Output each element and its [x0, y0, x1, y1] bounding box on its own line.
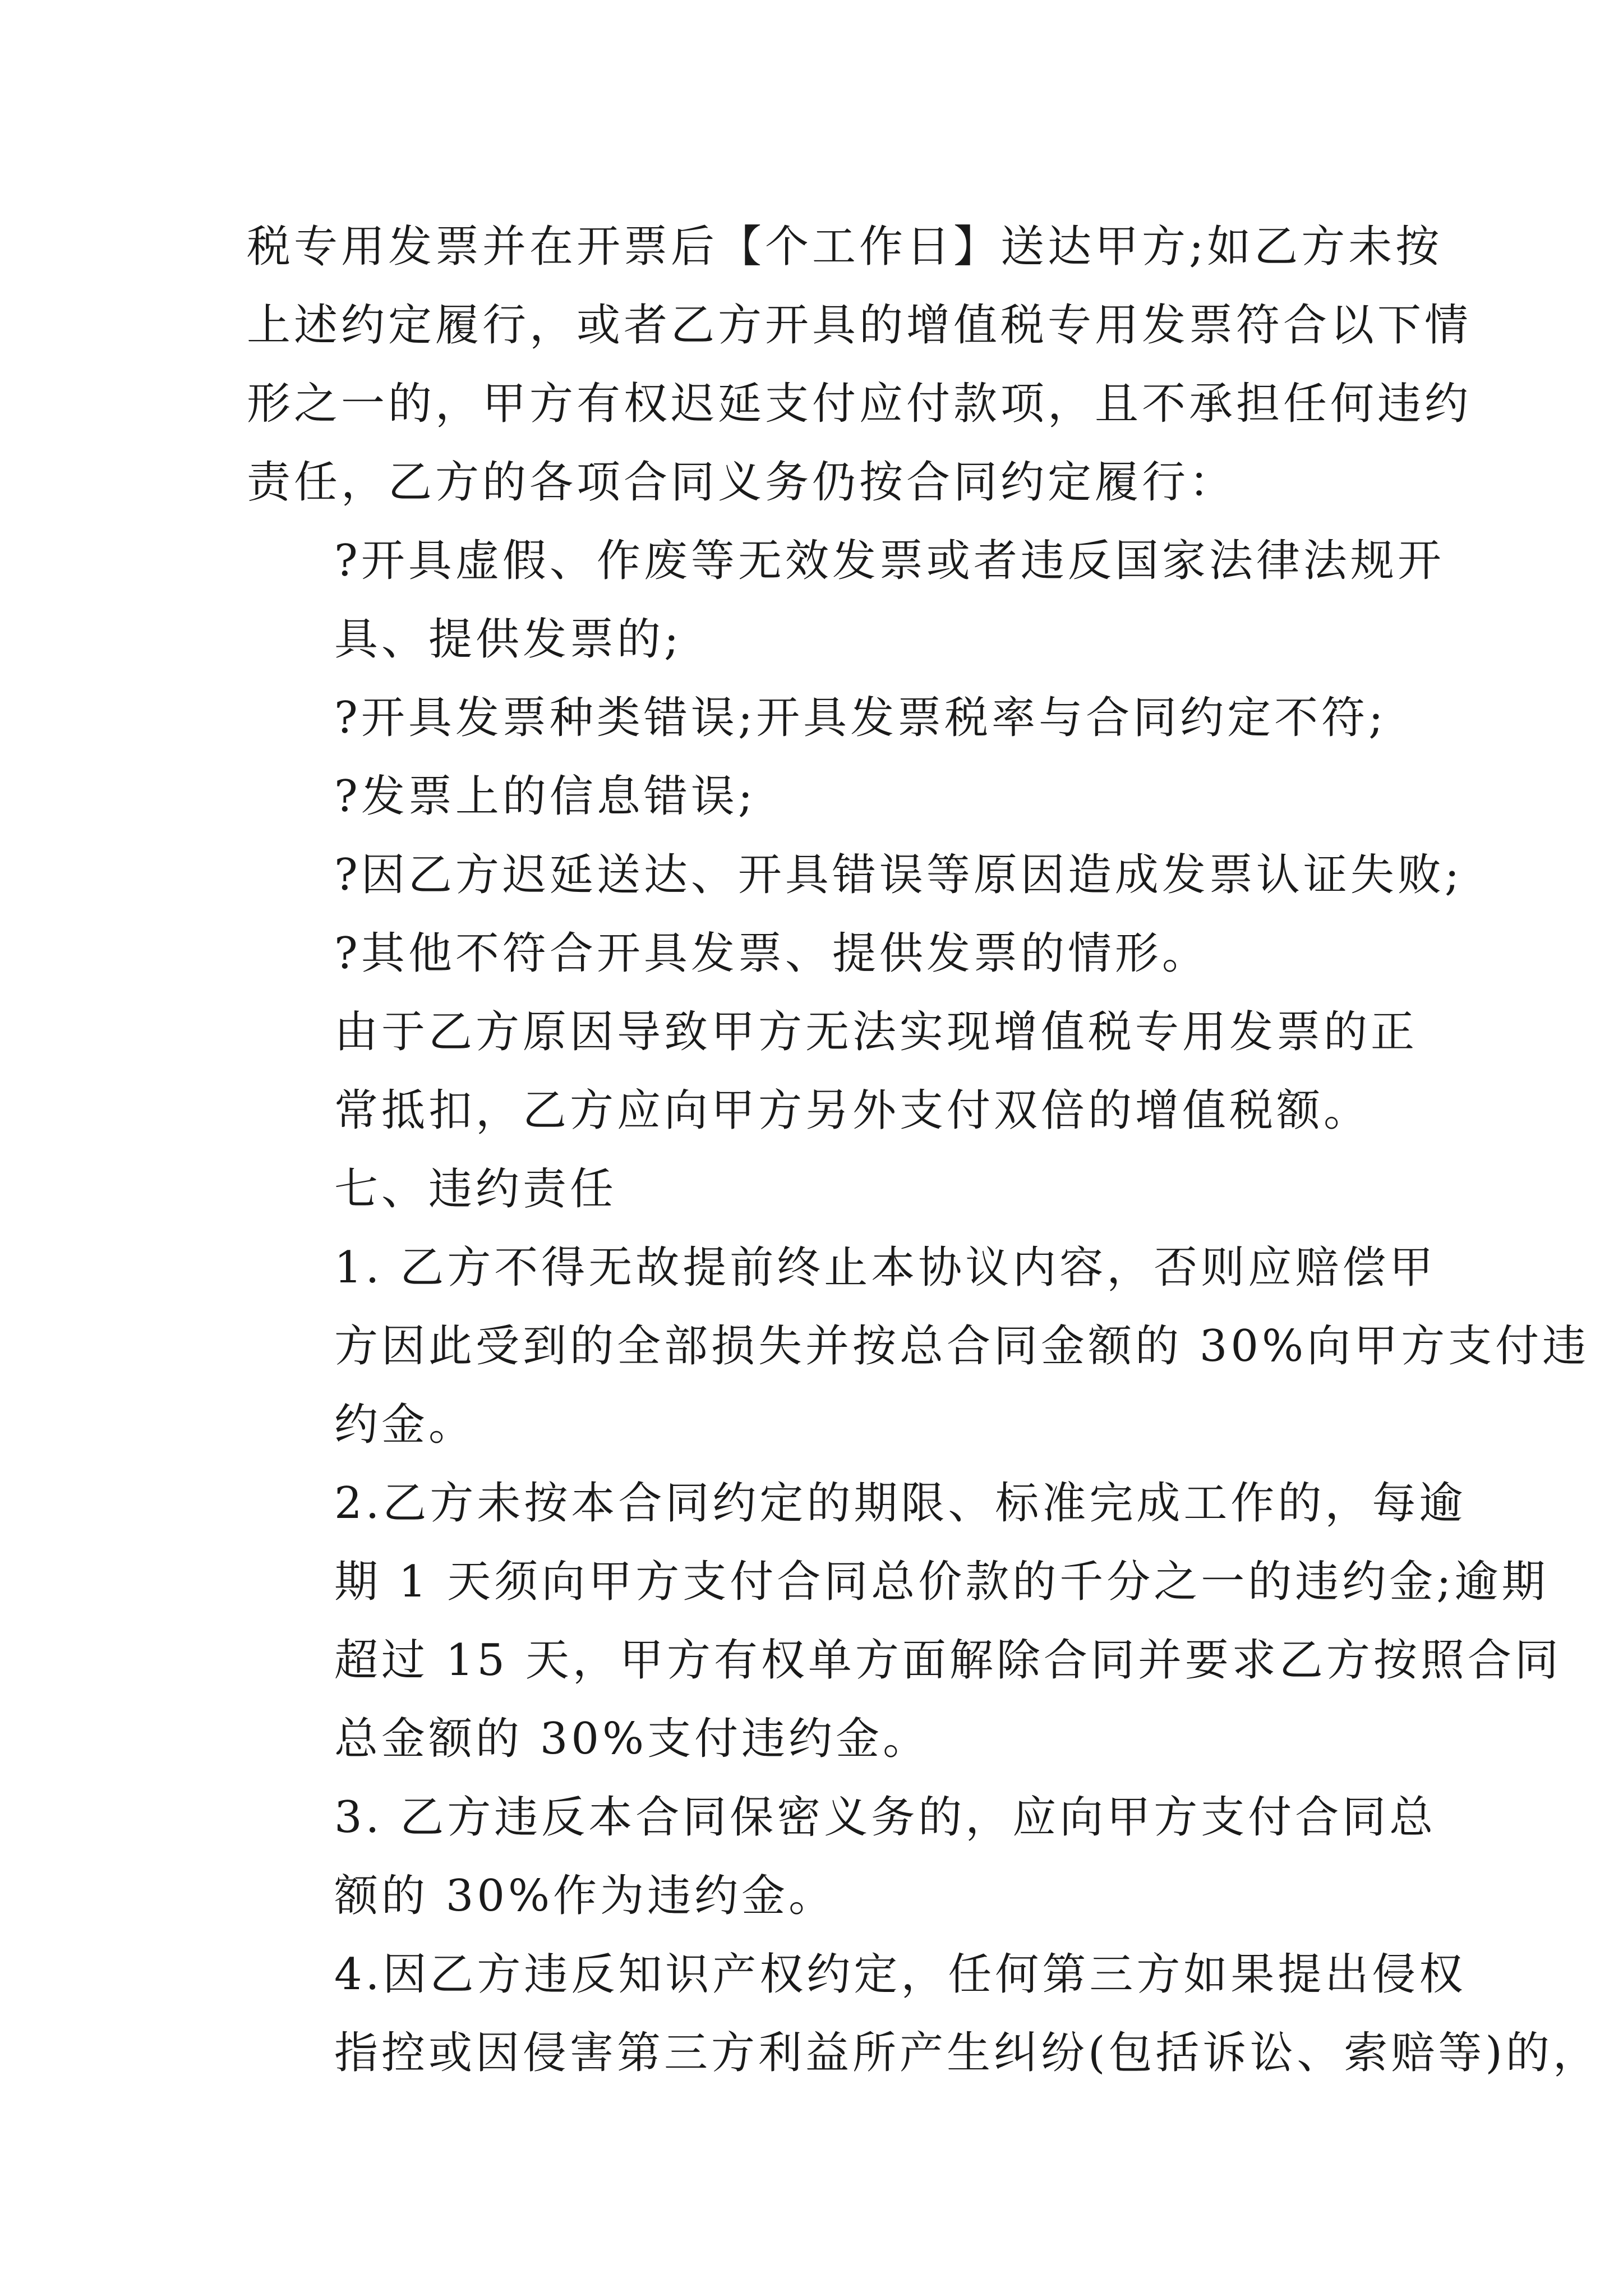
- text-line: 额的 30%作为违约金。: [334, 1871, 836, 1921]
- text-line: 总金额的 30%支付违约金。: [334, 1714, 930, 1764]
- text-line: 形之一的，甲方有权迟延支付应付款项，且不承担任何违约: [247, 379, 1472, 429]
- text-line: ?其他不符合开具发票、提供发票的情形。: [334, 928, 1209, 979]
- text-line: 1. 乙方不得无故提前终止本协议内容，否则应赔偿甲: [334, 1243, 1437, 1293]
- text-line: 由于乙方原因导致甲方无法实现增值税专用发票的正: [334, 1007, 1418, 1057]
- text-line: 指控或因侵害第三方利益所产生纠纷(包括诉讼、索赔等)的，: [334, 2028, 1600, 2078]
- text-line: ?因乙方迟延送达、开具错误等原因造成发票认证失败;: [334, 850, 1463, 900]
- text-line: 4.因乙方违反知识产权约定，任何第三方如果提出侵权: [334, 1949, 1467, 2000]
- text-line: 约金。: [334, 1400, 476, 1450]
- text-line: 常抵扣，乙方应向甲方另外支付双倍的增值税额。: [334, 1085, 1371, 1136]
- text-line: 税专用发票并在开票后【个工作日】送达甲方;如乙方未按: [247, 222, 1443, 272]
- text-line: ?开具虚假、作废等无效发票或者违反国家法律法规开: [334, 536, 1445, 586]
- text-line: 责任，乙方的各项合同义务仍按合同约定履行：: [247, 457, 1237, 508]
- text-line: 方因此受到的全部损失并按总合同金额的 30%向甲方支付违: [334, 1321, 1590, 1372]
- paragraph: [247, 1778, 1437, 1935]
- paragraph: [247, 1464, 1562, 1778]
- paragraph: [247, 757, 1385, 836]
- paragraph: [247, 1150, 1385, 1228]
- text-line: 上述约定履行，或者乙方开具的增值税专用发票符合以下情: [247, 300, 1472, 351]
- text-line: 超过 15 天，甲方有权单方面解除合同并要求乙方按照合同: [334, 1635, 1562, 1686]
- text-line: 2.乙方未按本合同约定的期限、标准完成工作的，每逾: [334, 1478, 1467, 1529]
- paragraph: [247, 993, 1418, 1150]
- paragraph: [247, 679, 1385, 757]
- paragraph: [247, 522, 1445, 679]
- paragraph: [247, 1228, 1590, 1464]
- paragraph: [247, 208, 1472, 522]
- text-line: ?发票上的信息错误;: [334, 771, 757, 822]
- paragraph: [247, 836, 1463, 914]
- paragraph: [247, 1935, 1600, 2092]
- text-line: 期 1 天须向甲方支付合同总价款的千分之一的违约金;逾期: [334, 1557, 1549, 1607]
- text-line: 七、违约责任: [334, 1164, 617, 1214]
- document-body: [247, 208, 1600, 2092]
- text-line: 3. 乙方违反本合同保密义务的，应向甲方支付合同总: [334, 1792, 1437, 1843]
- text-line: ?开具发票种类错误;开具发票税率与合同约定不符;: [334, 693, 1387, 743]
- paragraph: [247, 914, 1385, 993]
- text-line: 具、提供发票的;: [334, 614, 683, 665]
